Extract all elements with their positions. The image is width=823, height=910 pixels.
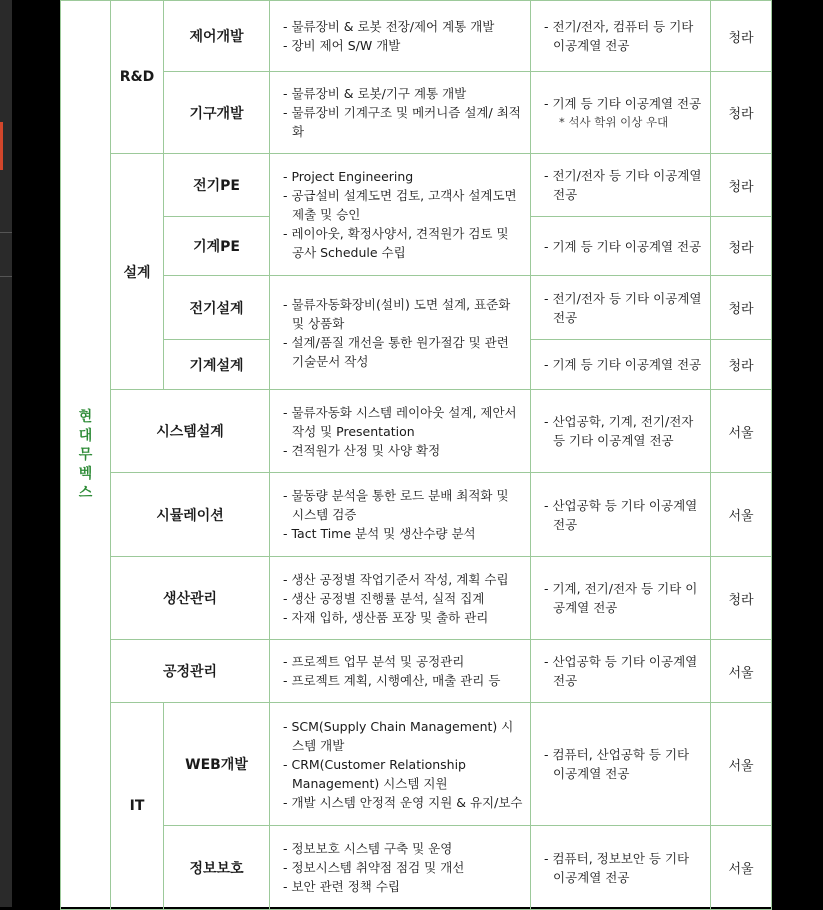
major-cell: - 전기/전자 등 기타 이공계열 전공 [531,154,711,217]
table-row [61,154,772,217]
company-name-char: 대 [78,427,93,444]
duty-cell: - 물동량 분석을 통한 로드 분배 최적화 및 시스템 검증 - Tact Time 분석 및 생산수량 분석 [270,473,531,557]
document-page [60,0,772,907]
duty-cell: - 프로젝트 업무 분석 및 공정관리 - 프로젝트 계획, 시행예산, 매출 관리 등 [270,640,531,703]
major-cell: - 컴퓨터, 정보보안 등 기타 이공계열 전공 [531,826,711,910]
location-cell: 청라 [711,340,772,390]
major-cell: - 산업공학 등 기타 이공계열 전공 [531,640,711,703]
category-it: IT [111,703,164,910]
job-title: 전기PE [164,154,270,217]
job-title: 전기설계 [164,276,270,340]
location-cell: 청라 [711,1,772,72]
category-rnd: R&D [111,1,164,154]
job-table [60,0,772,910]
company-name-char: 무 [78,446,93,463]
company-name-char: 벡 [78,465,93,482]
location-cell: 서울 [711,390,772,473]
table-row [61,640,772,703]
company-name [79,408,93,503]
table-row [61,276,772,340]
table-row [61,72,772,154]
job-title: 정보보호 [164,826,270,910]
job-title: 기계PE [164,217,270,276]
location-cell: 서울 [711,826,772,910]
duty-cell: - 물류장비 & 로봇 전장/제어 계통 개발 - 장비 제어 S/W 개발 [270,1,531,72]
duty-cell: - 물류자동화 시스템 레이아웃 설계, 제안서 작성 및 Presentation - 견적원가 산정 및 사양 확정 [270,390,531,473]
job-title: WEB개발 [164,703,270,826]
company-cell [61,1,111,910]
left-edge-divider [0,276,12,277]
major-cell: - 기계, 전기/전자 등 기타 이공계열 전공 [531,557,711,640]
table-row [61,390,772,473]
table-row [61,826,772,910]
duty-cell: - 물류장비 & 로봇/기구 계통 개발 - 물류장비 기계구조 및 메커니즘 설계/ 최적화 [270,72,531,154]
job-title: 생산관리 [111,557,270,640]
location-cell: 서울 [711,473,772,557]
major-cell: - 산업공학 등 기타 이공계열 전공 [531,473,711,557]
duty-cell: - Project Engineering - 공급설비 설계도면 검토, 고객사 설계도면 제출 및 승인 - 레이아웃, 확정사양서, 견적원가 검토 및 공사 Schedule 수립 [270,154,531,276]
major-cell: - 산업공학, 기계, 전기/전자 등 기타 이공계열 전공 [531,390,711,473]
location-cell: 청라 [711,154,772,217]
major-cell: - 전기/전자 등 기타 이공계열 전공 [531,276,711,340]
table-row [61,557,772,640]
job-title: 시뮬레이션 [111,473,270,557]
job-title: 기구개발 [164,72,270,154]
job-title: 기계설계 [164,340,270,390]
duty-cell: - 생산 공정별 작업기준서 작성, 계획 수립 - 생산 공정별 진행률 분석, 실적 집계 - 자재 입하, 생산품 포장 및 출하 관리 [270,557,531,640]
location-cell: 청라 [711,276,772,340]
major-cell: - 컴퓨터, 산업공학 등 기타 이공계열 전공 [531,703,711,826]
job-title: 공정관리 [111,640,270,703]
left-edge-accent [0,122,3,170]
job-title: 시스템설계 [111,390,270,473]
major-cell: - 기계 등 기타 이공계열 전공 [531,217,711,276]
major-cell: - 기계 등 기타 이공계열 전공 [531,340,711,390]
location-cell: 청라 [711,72,772,154]
major-cell: - 기계 등 기타 이공계열 전공 * 석사 학위 이상 우대 [531,72,711,154]
duty-cell: - SCM(Supply Chain Management) 시스템 개발 - CRM(Customer Relationship Management) 시스템 지원 - 개발 시스템 안정적 운영 지원 & 유지/보수 [270,703,531,826]
table-row [61,703,772,826]
company-name-char: 스 [78,484,93,501]
duty-cell: - 정보보호 시스템 구축 및 운영 - 정보시스템 취약점 점검 및 개선 - 보안 관련 정책 수립 [270,826,531,910]
company-name-char: 현 [78,408,93,425]
table-row [61,473,772,557]
major-cell: - 전기/전자, 컴퓨터 등 기타 이공계열 전공 [531,1,711,72]
location-cell: 서울 [711,703,772,826]
location-cell: 청라 [711,557,772,640]
job-title: 제어개발 [164,1,270,72]
left-edge-divider [0,232,12,233]
location-cell: 청라 [711,217,772,276]
location-cell: 서울 [711,640,772,703]
table-row [61,1,772,72]
duty-cell: - 물류자동화장비(설비) 도면 설계, 표준화 및 상품화 - 설계/품질 개선을 통한 원가절감 및 관련 기술문서 작성 [270,276,531,390]
category-design: 설계 [111,154,164,390]
